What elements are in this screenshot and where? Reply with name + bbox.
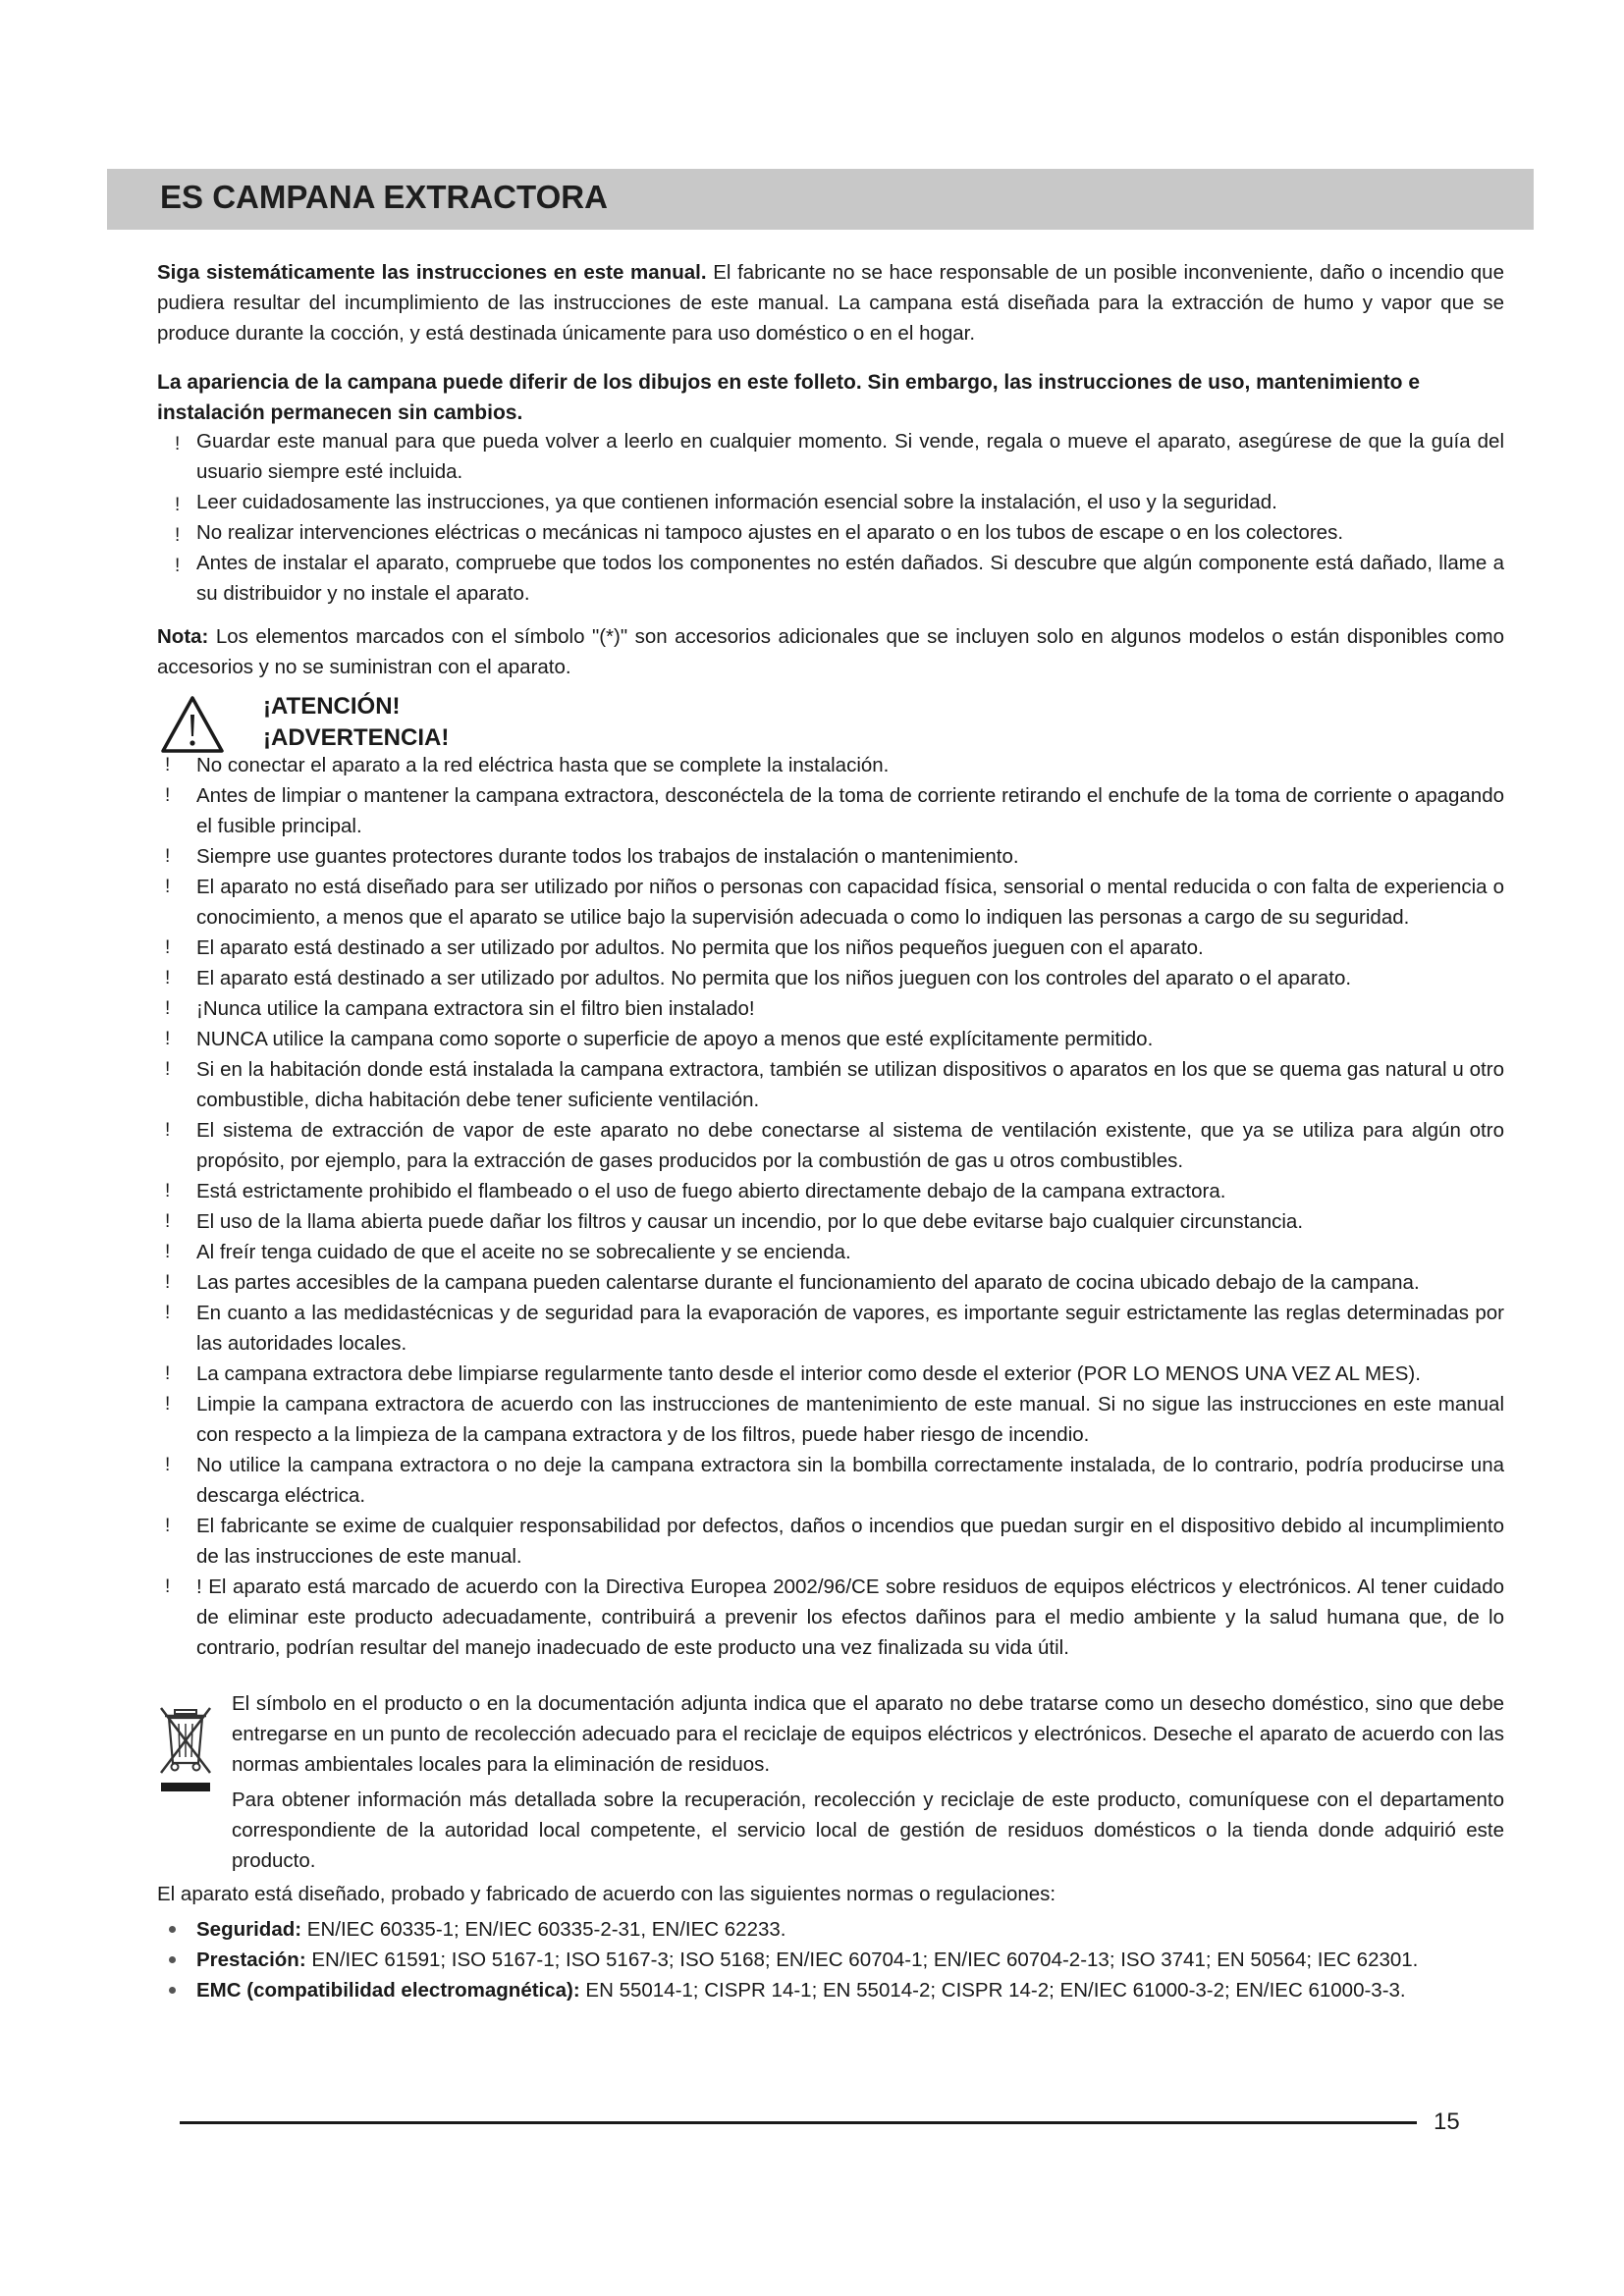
exclamation-icon: ! [165, 755, 171, 775]
list-item [157, 1024, 1504, 1054]
section-header [107, 169, 1534, 230]
exclamation-icon: ! [165, 1272, 171, 1293]
list-item-text: El aparato no está diseñado para ser utilizado por niños o personas con capacidad física, sensorial o mental reducida o con falta de experiencia o conocimiento, a menos que el aparato se utilice bajo la supervisión adecuada o como lo indiquen las personas a cargo de su seguridad. [196, 876, 1504, 929]
warnings-list [157, 750, 1504, 1663]
bullet-icon [169, 1987, 176, 1994]
exclamation-icon: ! [165, 998, 171, 1019]
note-label: Nota: [157, 625, 209, 648]
exclamation-icon: ! [165, 1576, 171, 1597]
exclamation-icon: ! [165, 1181, 171, 1201]
exclamation-icon: ! [165, 1394, 171, 1415]
list-item [157, 1176, 1504, 1206]
list-item [157, 426, 1504, 487]
bullet-icon [169, 1926, 176, 1933]
list-item [157, 933, 1504, 963]
list-item [157, 1511, 1504, 1572]
exclamation-icon: ! [175, 434, 181, 454]
intro-paragraph [157, 257, 1504, 348]
list-item-text: El aparato está destinado a ser utilizado por adultos. No permita que los niños jueguen con los controles del aparato o el aparato. [196, 967, 1352, 989]
warning-triangle-icon [160, 695, 225, 754]
list-item-text: Siempre use guantes protectores durante todos los trabajos de instalación o mantenimiento. [196, 845, 1019, 868]
list-item-text: El sistema de extracción de vapor de este aparato no debe conectarse al sistema de ventilación existente, que ya se utiliza para algún otro propósito, por ejemplo, para la extracción de gases producidos por la combustión de gas u otros combustibles. [196, 1119, 1504, 1172]
list-item-text: El uso de la llama abierta puede dañar los filtros y causar un incendio, por lo que debe evitarse bajo cualquier circunstancia. [196, 1210, 1304, 1233]
list-item [157, 993, 1504, 1024]
exclamation-icon: ! [175, 525, 181, 546]
weee-paragraph-2: Para obtener información más detallada sobre la recuperación, recolección y reciclaje de este producto, comuníquese con el departamento correspondiente de la autoridad local competente, el servicio local de gestión de residuos domésticos o la tienda donde adquirió este producto. [232, 1789, 1504, 1872]
list-item-text: El fabricante se exime de cualquier responsabilidad por defectos, daños o incendios que puedan surgir en el dispositivo debido al incumplimiento de las instrucciones de este manual. [196, 1515, 1504, 1568]
list-item-text: ! El aparato está marcado de acuerdo con la Directiva Europea 2002/96/CE sobre residuos de equipos eléctricos y electrónicos. Al tener cuidado de eliminar este producto adecuadamente, contribuirá a prevenir los efectos dañinos para el medio ambiente y la salud humana que, de lo contrario, podrían resultar del manejo inadecuado de este producto una vez finalizada su vida útil. [196, 1575, 1504, 1659]
exclamation-icon: ! [175, 495, 181, 515]
list-item-text: No utilice la campana extractora o no deje la campana extractora sin la bombilla correctamente instalada, de lo contrario, podría producirse una descarga eléctrica. [196, 1454, 1504, 1507]
exclamation-icon: ! [165, 846, 171, 867]
list-item [157, 1914, 1504, 1945]
list-item-text: No conectar el aparato a la red eléctrica hasta que se complete la instalación. [196, 754, 890, 776]
list-item [157, 1298, 1504, 1359]
exclamation-icon: ! [165, 1455, 171, 1475]
list-item [157, 1115, 1504, 1176]
exclamation-icon: ! [165, 877, 171, 897]
warning-title [263, 691, 449, 754]
list-item-text: La campana extractora debe limpiarse regularmente tanto desde el interior como desde el exterior (POR LO MENOS UNA VEZ AL MES). [196, 1362, 1421, 1385]
norm-text: EN/IEC 61591; ISO 5167-1; ISO 5167-3; ISO 5168; EN/IEC 60704-1; EN/IEC 60704-2-13; ISO 3741; EN 50564; IEC 62301. [305, 1949, 1419, 1971]
page-title: ES CAMPANA EXTRACTORA [160, 179, 608, 215]
list-item-text: Las partes accesibles de la campana pueden calentarse durante el funcionamiento del aparato de cocina ubicado debajo de la campana. [196, 1271, 1420, 1294]
list-item [157, 487, 1504, 517]
exclamation-icon: ! [165, 937, 171, 958]
list-item-text: El aparato está destinado a ser utilizado por adultos. No permita que los niños pequeños jueguen con el aparato. [196, 936, 1204, 959]
warning-title-1: ¡ATENCIÓN! [263, 693, 401, 720]
list-item-text: Al freír tenga cuidado de que el aceite no se sobrecaliente y se encienda. [196, 1241, 851, 1263]
exclamation-icon: ! [165, 1120, 171, 1141]
list-item [157, 1945, 1504, 1975]
norm-label: EMC (compatibilidad electromagnética): [196, 1979, 580, 2002]
exclamation-icon: ! [165, 1211, 171, 1232]
norm-label: Seguridad: [196, 1918, 302, 1941]
list-item-text: ¡Nunca utilice la campana extractora sin el filtro bien instalado! [196, 997, 755, 1020]
exclamation-icon: ! [165, 1242, 171, 1262]
list-item [157, 1450, 1504, 1511]
exclamation-icon: ! [165, 1029, 171, 1049]
exclamation-icon: ! [165, 785, 171, 806]
list-item-text: Antes de instalar el aparato, compruebe que todos los componentes no estén dañados. Si descubre que algún componente está dañado, llame a su distribuidor y no instale el aparato. [196, 552, 1504, 605]
list-item-text: Limpie la campana extractora de acuerdo con las instrucciones de mantenimiento de este manual. Si no sigue las instrucciones en este manual con respecto a la limpieza de la campana extractora y de los filtros, puede haber riesgo de incendio. [196, 1393, 1504, 1446]
note-text: Los elementos marcados con el símbolo "(*)" son accesorios adicionales que se incluyen solo en algunos modelos o están disponibles como accesorios y no se suministran con el aparato. [157, 625, 1504, 678]
list-item [157, 1237, 1504, 1267]
norms-intro: El aparato está diseñado, probado y fabricado de acuerdo con las siguientes normas o regulaciones: [157, 1883, 1056, 1905]
intro-bold: Siga sistemáticamente las instrucciones en este manual. [157, 261, 707, 284]
note-paragraph [157, 621, 1504, 682]
list-item [157, 1267, 1504, 1298]
exclamation-icon: ! [175, 556, 181, 576]
list-item-text: Guardar este manual para que pueda volver a leerlo en cualquier momento. Si vende, regala o mueve el aparato, asegúrese de que la guía del usuario siempre esté incluida. [196, 430, 1504, 483]
exclamation-icon: ! [165, 1363, 171, 1384]
exclamation-icon: ! [165, 1059, 171, 1080]
list-item [157, 841, 1504, 872]
list-item [157, 780, 1504, 841]
list-item-text: Antes de limpiar o mantener la campana extractora, desconéctela de la toma de corriente retirando el enchufe de la toma de corriente o apagando el fusible principal. [196, 784, 1504, 837]
exclamation-icon: ! [165, 968, 171, 988]
list-item [157, 1054, 1504, 1115]
bullet-icon [169, 1956, 176, 1963]
list-item [157, 548, 1504, 609]
list-item [157, 1206, 1504, 1237]
list-item-text: NUNCA utilice la campana como soporte o superficie de apoyo a menos que esté explícitamente permitido. [196, 1028, 1154, 1050]
norm-text: EN/IEC 60335-1; EN/IEC 60335-2-31, EN/IEC 62233. [301, 1918, 786, 1941]
list-item [157, 872, 1504, 933]
appearance-note: La apariencia de la campana puede diferir de los dibujos en este folleto. Sin embargo, las instrucciones de uso, mantenimiento e instalación permanecen sin cambios. [157, 371, 1421, 424]
list-item-text: No realizar intervenciones eléctricas o mecánicas ni tampoco ajustes en el aparato o en los tubos de escape o en los colectores. [196, 521, 1344, 544]
crossed-bin-icon [155, 1704, 216, 1794]
list-item [157, 1572, 1504, 1663]
list-item-text: En cuanto a las medidastécnicas y de seguridad para la evaporación de vapores, es importante seguir estrictamente las reglas determinadas por las autoridades locales. [196, 1302, 1504, 1355]
warning-title-2: ¡ADVERTENCIA! [263, 724, 450, 751]
norms-list [157, 1914, 1504, 2005]
weee-paragraph-1: El símbolo en el producto o en la documentación adjunta indica que el aparato no debe tratarse como un desecho doméstico, sino que debe entregarse en un punto de recolección adecuado para el reciclaje de equipos eléctricos y electrónicos. Deseche el aparato de acuerdo con las normas ambientales locales para la eliminación de residuos. [232, 1692, 1504, 1776]
list-item-text: Está estrictamente prohibido el flambeado o el uso de fuego abierto directamente debajo de la campana extractora. [196, 1180, 1226, 1202]
tips-list [157, 426, 1504, 609]
intro-text: El fabricante no se hace responsable de un posible inconveniente, daño o incendio que pudiera resultar del incumplimiento de las instrucciones de este manual. La campana está diseñada para la extracción de humo y vapor que se produce durante la cocción, y está destinada únicamente para uso doméstico o en el hogar. [157, 261, 1504, 345]
list-item [157, 517, 1504, 548]
list-item [157, 1359, 1504, 1389]
list-item [157, 1389, 1504, 1450]
page-number: 15 [1434, 2109, 1460, 2135]
list-item [157, 1975, 1504, 2005]
list-item-text: Leer cuidadosamente las instrucciones, ya que contienen información esencial sobre la instalación, el uso y la seguridad. [196, 491, 1277, 513]
footer-rule [180, 2121, 1417, 2124]
exclamation-icon: ! [165, 1303, 171, 1323]
exclamation-icon: ! [165, 1516, 171, 1536]
norm-text: EN 55014-1; CISPR 14-1; EN 55014-2; CISPR 14-2; EN/IEC 61000-3-2; EN/IEC 61000-3-3. [579, 1979, 1406, 2002]
list-item [157, 750, 1504, 780]
norm-label: Prestación: [196, 1949, 306, 1971]
list-item-text: Si en la habitación donde está instalada la campana extractora, también se utilizan dispositivos o aparatos en los que se quema gas natural u otro combustible, dicha habitación debe tener suficiente ventilación. [196, 1058, 1504, 1111]
list-item [157, 963, 1504, 993]
